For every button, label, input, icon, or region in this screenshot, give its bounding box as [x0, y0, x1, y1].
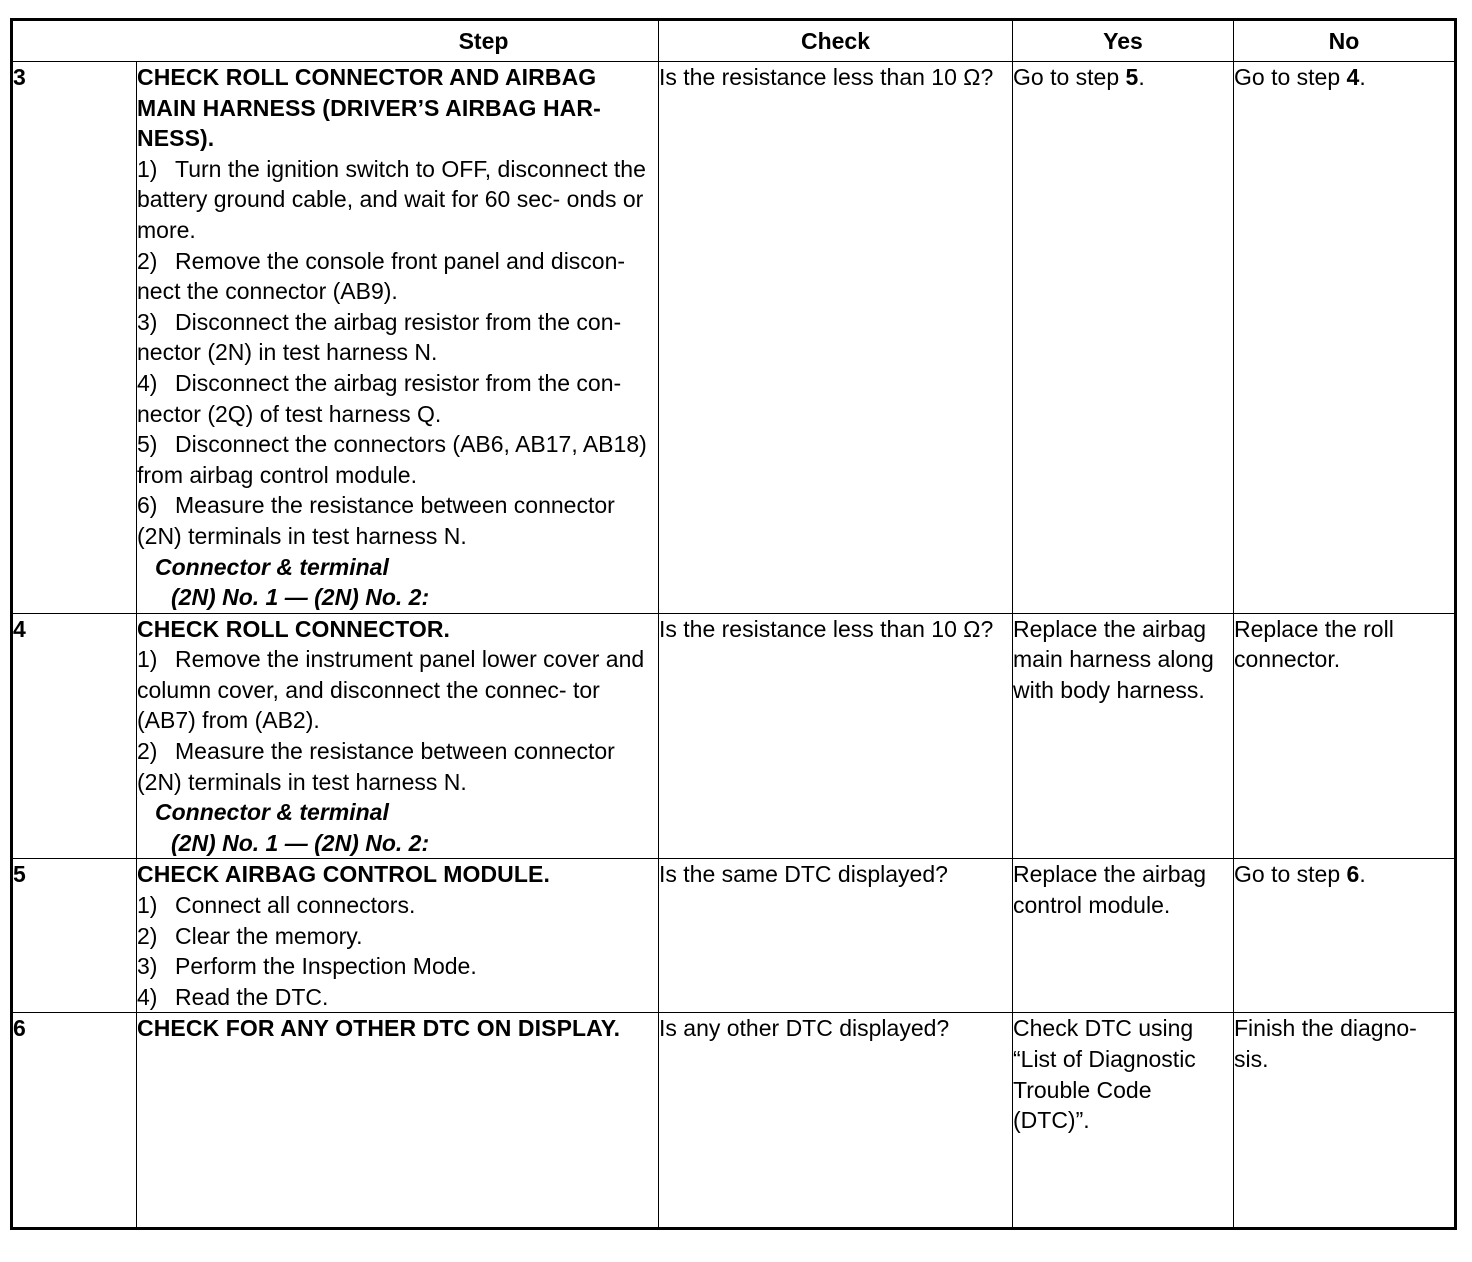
substep: 1) Connect all connectors. [137, 892, 416, 919]
spec-value: (2N) No. 1 — (2N) No. 2: [171, 584, 430, 611]
spec-label: Connector & terminal [155, 799, 389, 826]
step-number: 5 [12, 859, 137, 1013]
step-title: CHECK AIRBAG CONTROL MODULE. [137, 861, 550, 888]
step-number: 6 [12, 1013, 137, 1229]
table-row [12, 1013, 1456, 1229]
substep: 1) Remove the instrument panel lower cover and column cover, and disconnect the connec- tor (AB7) from (AB2). [137, 646, 645, 734]
no-cell: Finish the diagno- sis. [1234, 1013, 1456, 1229]
substep: 5) Disconnect the connectors (AB6, AB17, AB18) from airbag control module. [137, 431, 647, 488]
step-description [137, 1013, 659, 1229]
header-step: Step [12, 20, 659, 62]
substep: 2) Remove the console front panel and discon- nect the connector (AB9). [137, 247, 626, 305]
no-cell: Go to step 4. [1234, 62, 1456, 614]
step-number: 3 [12, 62, 137, 614]
step-description [137, 613, 659, 859]
check-cell: Is the resistance less than 10 Ω? [659, 62, 1013, 614]
yes-cell: Replace the airbag control module. [1013, 859, 1234, 1013]
table-row [12, 613, 1456, 859]
check-cell: Is any other DTC displayed? [659, 1013, 1013, 1229]
substep: 2) Clear the memory. [137, 922, 363, 949]
spec-label: Connector & terminal [155, 553, 389, 580]
substep: 4) Disconnect the airbag resistor from the con- nector (2Q) of test harness Q. [137, 369, 622, 427]
header-row [12, 20, 1456, 62]
yes-cell: Check DTC using “List of Diagnostic Trouble Code (DTC)”. [1013, 1013, 1234, 1229]
header-yes: Yes [1013, 20, 1234, 62]
diagnostic-table [10, 18, 1457, 1230]
spec-value: (2N) No. 1 — (2N) No. 2: [171, 829, 430, 856]
step-title: CHECK ROLL CONNECTOR AND AIRBAG MAIN HARNESS (DRIVER’S AIRBAG HAR- NESS). [137, 64, 601, 152]
check-cell: Is the resistance less than 10 Ω? [659, 613, 1013, 859]
header-no: No [1234, 20, 1456, 62]
substep: 6) Measure the resistance between connector (2N) terminals in test harness N. [137, 492, 615, 549]
yes-cell: Replace the airbag main harness along with body harness. [1013, 613, 1234, 859]
substep: 4) Read the DTC. [137, 983, 329, 1010]
no-cell: Go to step 6. [1234, 859, 1456, 1013]
no-cell: Replace the roll connector. [1234, 613, 1456, 859]
substep: 3) Perform the Inspection Mode. [137, 953, 477, 980]
step-number: 4 [12, 613, 137, 859]
table-row [12, 859, 1456, 1013]
header-check: Check [659, 20, 1013, 62]
step-title: CHECK FOR ANY OTHER DTC ON DISPLAY. [137, 1015, 621, 1042]
yes-cell: Go to step 5. [1013, 62, 1234, 614]
table-row [12, 62, 1456, 614]
check-cell: Is the same DTC displayed? [659, 859, 1013, 1013]
substep: 2) Measure the resistance between connector (2N) terminals in test harness N. [137, 738, 615, 795]
step-title: CHECK ROLL CONNECTOR. [137, 615, 451, 642]
step-description [137, 62, 659, 614]
step-description [137, 859, 659, 1013]
substep: 3) Disconnect the airbag resistor from the con- nector (2N) in test harness N. [137, 308, 622, 366]
substep: 1) Turn the ignition switch to OFF, disconnect the battery ground cable, and wait for 60 sec- onds or more. [137, 155, 646, 243]
